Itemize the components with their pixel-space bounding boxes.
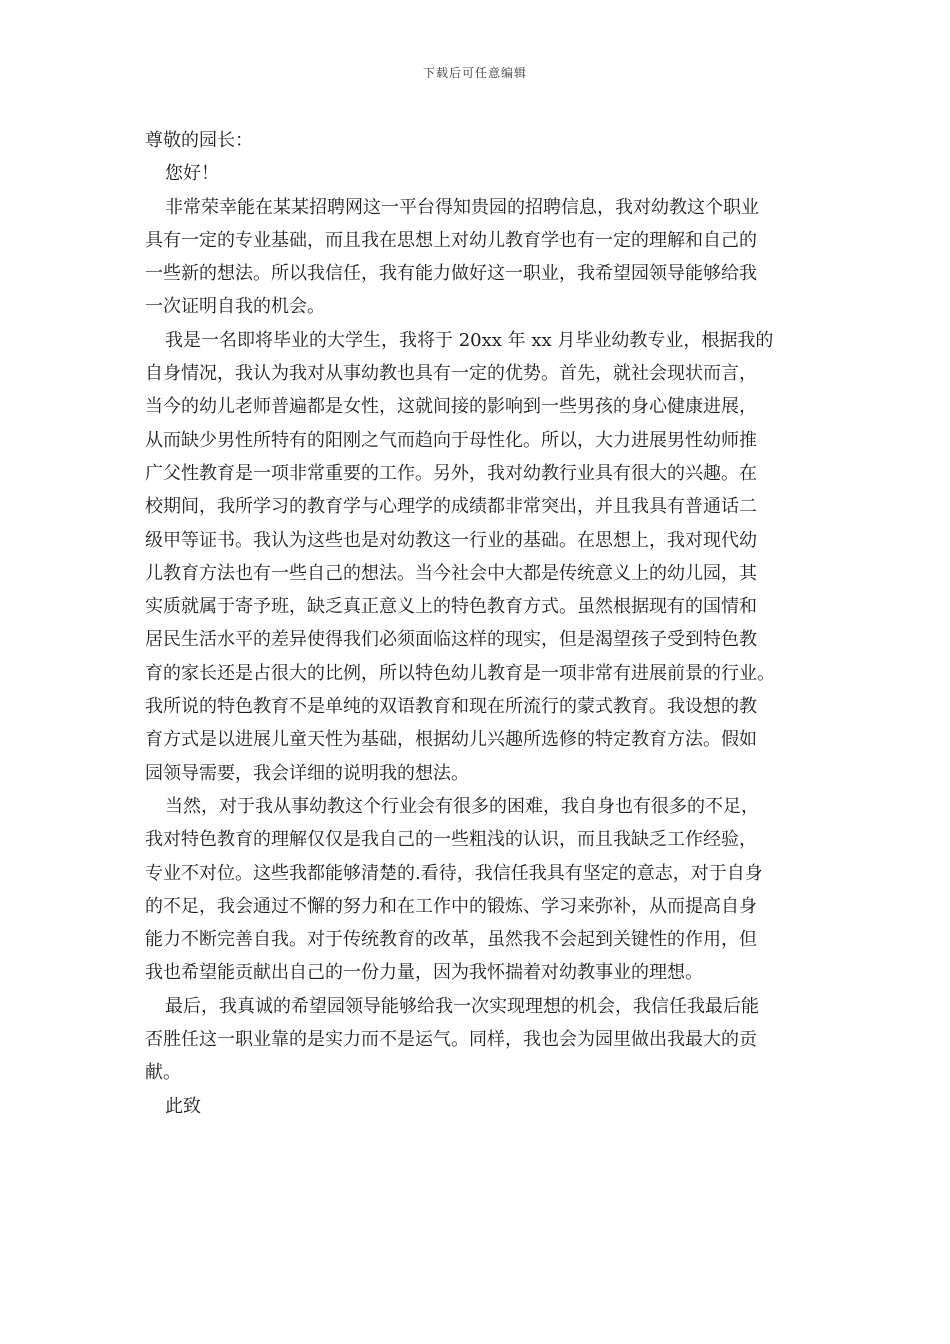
paragraph-4 [145, 990, 810, 1090]
closing: 此致 [165, 1095, 201, 1117]
text-line: 自身情况，我认为我对从事幼教也具有一定的优势。首先，就社会现状而言， [145, 363, 757, 385]
letter-body [145, 124, 810, 1123]
text-line: 我对特色教育的理解仅仅是我自己的一些粗浅的认识，而且我缺乏工作经验， [145, 829, 757, 851]
text-line: 当今的幼儿老师普遍都是女性，这就间接的影响到一些男孩的身心健康进展， [145, 396, 757, 418]
paragraph-2 [145, 324, 810, 790]
paragraph-3 [145, 790, 810, 990]
text-line: 级甲等证书。我认为这些也是对幼教这一行业的基础。在思想上，我对现代幼 [145, 529, 757, 551]
text-line: 实质就属于寄予班，缺乏真正意义上的特色教育方式。虽然根据现有的国情和 [145, 596, 757, 618]
text-line: 专业不对位。这些我都能够清楚的.看待，我信任我具有坚定的意志，对于自身 [145, 862, 763, 884]
text-line: 能力不断完善自我。对于传统教育的改革，虽然我不会起到关键性的作用，但 [145, 929, 757, 951]
text-line: 非常荣幸能在某某招聘网这一平台得知贵园的招聘信息，我对幼教这个职业 [165, 196, 759, 218]
text-line: 否胜任这一职业靠的是实力而不是运气。同样，我也会为园里做出我最大的贡 [145, 1029, 757, 1051]
text-line: 最后，我真诚的希望园领导能够给我一次实现理想的机会，我信任我最后能 [165, 995, 759, 1017]
greeting: 您好！ [165, 163, 219, 185]
page-header-note: 下载后可任意编辑 [422, 66, 527, 80]
text-line: 儿教育方法也有一些自己的想法。当今社会中大都是传统意义上的幼儿园，其 [145, 562, 757, 584]
salutation: 尊敬的园长： [145, 130, 253, 151]
text-line: 校期间，我所学习的教育学与心理学的成绩都非常突出，并且我具有普通话二 [145, 496, 757, 518]
text-line: 一些新的想法。所以我信任，我有能力做好这一职业，我希望园领导能够给我 [145, 263, 757, 285]
text-line: 我也希望能贡献出自己的一份力量，因为我怀揣着对幼教事业的理想。 [145, 962, 703, 984]
text-line: 当然，对于我从事幼教这个行业会有很多的困难，我自身也有很多的不足， [165, 795, 759, 817]
text-line: 献。 [145, 1062, 181, 1084]
text-line: 广父性教育是一项非常重要的工作。另外，我对幼教行业具有很大的兴趣。在 [145, 462, 757, 484]
text-line: 的不足，我会通过不懈的努力和在工作中的锻炼、学习来弥补，从而提高自身 [145, 895, 757, 917]
text-line: 我是一名即将毕业的大学生，我将于 20xx 年 xx 月毕业幼教专业，根据我的 [165, 329, 774, 351]
letter-paragraphs [145, 191, 810, 1090]
paragraph-1 [145, 191, 810, 324]
text-line: 育的家长还是占很大的比例，所以特色幼儿教育是一项非常有进展前景的行业。 [145, 662, 775, 684]
text-line: 具有一定的专业基础，而且我在思想上对幼儿教育学也有一定的理解和自己的 [145, 229, 757, 251]
text-line: 育方式是以进展儿童天性为基础，根据幼儿兴趣所选修的特定教育方法。假如 [145, 729, 757, 751]
text-line: 居民生活水平的差异使得我们必须面临这样的现实，但是渴望孩子受到特色教 [145, 629, 757, 651]
text-line: 园领导需要，我会详细的说明我的想法。 [145, 762, 469, 784]
text-line: 我所说的特色教育不是单纯的双语教育和现在所流行的蒙式教育。我设想的教 [145, 696, 757, 718]
text-line: 从而缺少男性所特有的阳刚之气而趋向于母性化。所以，大力进展男性幼师推 [145, 429, 757, 451]
text-line: 一次证明自我的机会。 [145, 296, 325, 318]
